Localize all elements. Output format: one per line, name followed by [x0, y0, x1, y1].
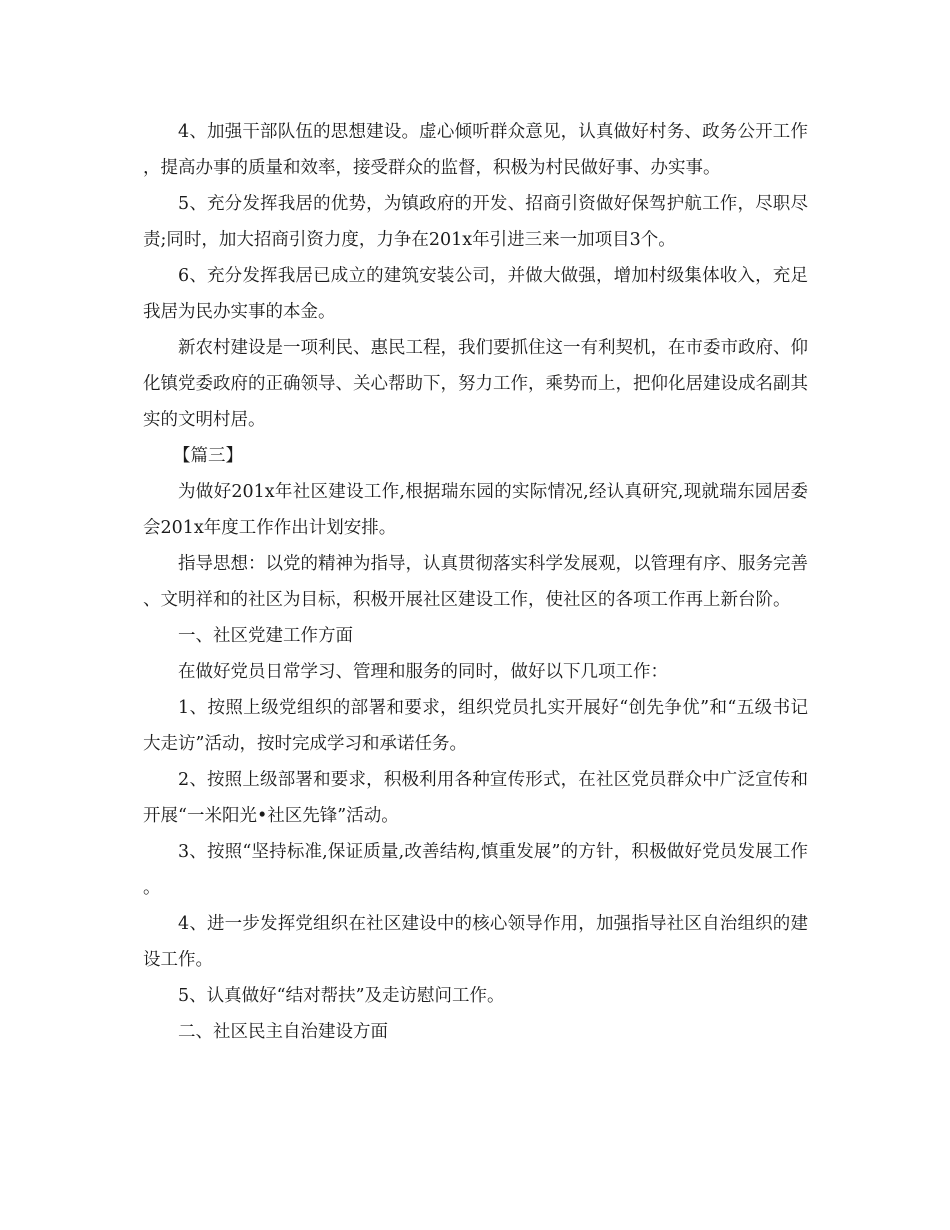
- paragraph-item-5-investment: 5、充分发挥我居的优势，为镇政府的开发、招商引资做好保驾护航工作，尽职尽责;同时，加大招商引资力度，力争在201x年引进三来一加项目3个。: [143, 194, 808, 250]
- paragraph-party-item-4: 4、进一步发挥党组织在社区建设中的核心领导作用，加强指导社区自治组织的建设工作。: [143, 914, 808, 970]
- paragraph-party-item-2: 2、按照上级部署和要求，积极利用各种宣传形式，在社区党员群众中广泛宣传和开展“一米阳光•社区先锋”活动。: [143, 770, 808, 826]
- paragraph-item-4-cadre-building: 4、加强干部队伍的思想建设。虚心倾听群众意见，认真做好村务、政务公开工作，提高办事的质量和效率，接受群众的监督，积极为村民做好事、办实事。: [143, 122, 808, 178]
- paragraph-item-6-construction-company: 6、充分发挥我居已成立的建筑安装公司，并做大做强，增加村级集体收入，充足我居为民办实事的本金。: [143, 266, 808, 322]
- document-body: [143, 114, 808, 1050]
- section-heading-party-building: 一、社区党建工作方面: [178, 626, 353, 646]
- paragraph-party-item-5: 5、认真做好“结对帮扶”及走访慰问工作。: [178, 986, 505, 1006]
- paragraph-plan-intro: 为做好201x年社区建设工作,根据瑞东园的实际情况,经认真研究,现就瑞东园居委会201x年度工作作出计划安排。: [143, 482, 808, 538]
- paragraph-party-item-1: 1、按照上级党组织的部署和要求，组织党员扎实开展好“创先争优”和“五级书记大走访”活动，按时完成学习和承诺任务。: [143, 698, 808, 754]
- paragraph-party-item-3: 3、按照“坚持标准,保证质量,改善结构,慎重发展”的方针，积极做好党员发展工作。: [143, 842, 808, 898]
- section-heading-democratic-autonomy: 二、社区民主自治建设方面: [178, 1022, 388, 1042]
- paragraph-guiding-ideology: 指导思想：以党的精神为指导，认真贯彻落实科学发展观，以管理有序、服务完善、文明祥和的社区为目标，积极开展社区建设工作，使社区的各项工作再上新台阶。: [143, 554, 808, 610]
- paragraph-party-members-intro: 在做好党员日常学习、管理和服务的同时，做好以下几项工作：: [178, 662, 668, 682]
- section-heading-part-three: 【篇三】: [173, 446, 243, 466]
- paragraph-new-rural-construction: 新农村建设是一项利民、惠民工程，我们要抓住这一有利契机，在市委市政府、仰化镇党委政府的正确领导、关心帮助下，努力工作，乘势而上，把仰化居建设成名副其实的文明村居。: [143, 338, 808, 430]
